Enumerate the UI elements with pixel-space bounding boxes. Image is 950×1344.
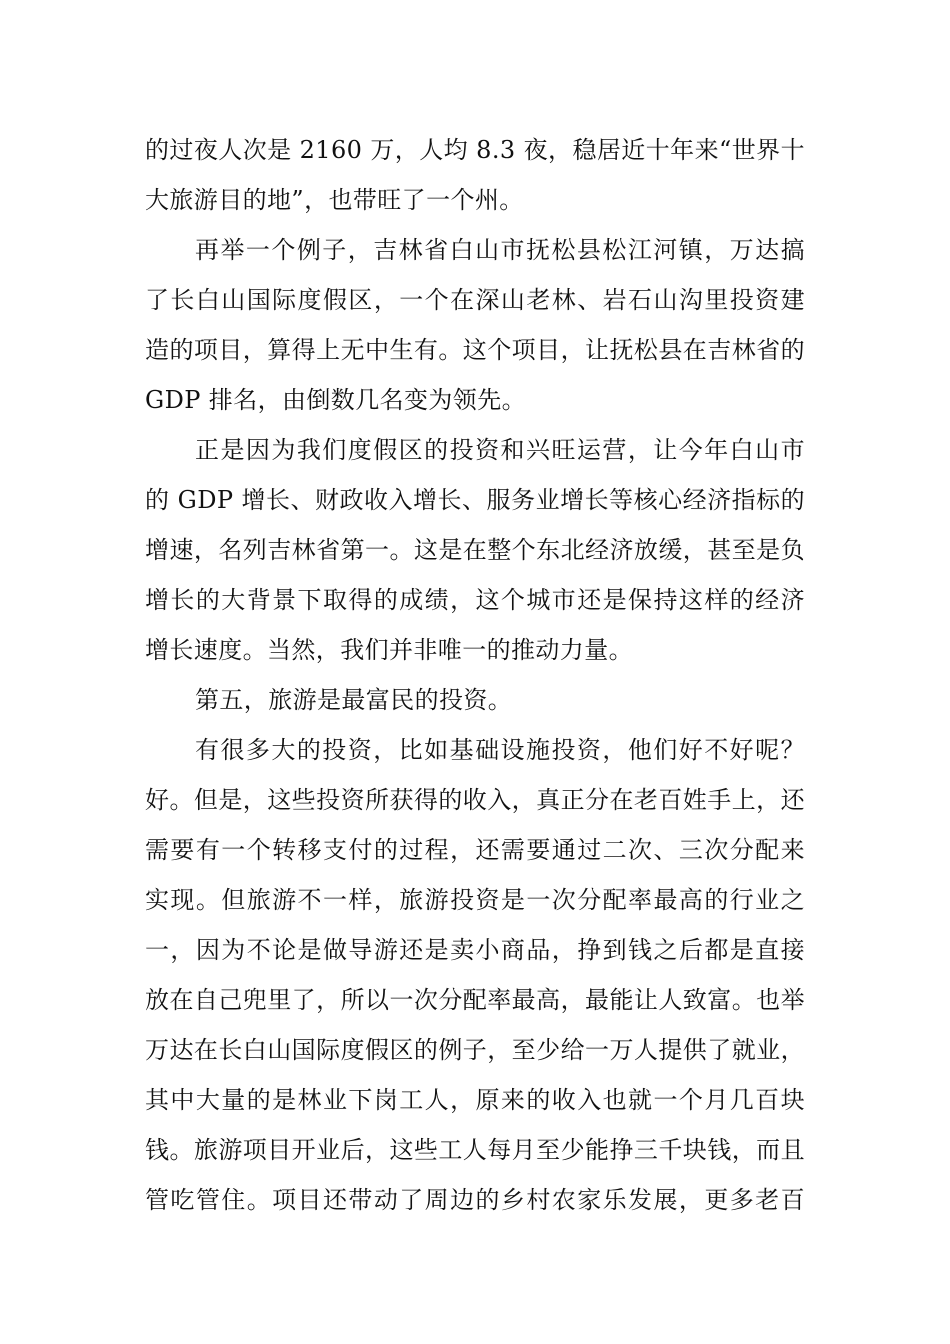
text-line: 钱。旅游项目开业后，这些工人每月至少能挣三千块钱，而且 xyxy=(145,1136,805,1164)
text-line: 增长的大背景下取得的成绩，这个城市还是保持这样的经济 xyxy=(145,586,805,614)
text-line: 了长白山国际度假区，一个在深山老林、岩石山沟里投资建 xyxy=(145,286,805,314)
text-line: 放在自己兜里了，所以一次分配率最高，最能让人致富。也举 xyxy=(145,986,805,1014)
text-line: 好。但是，这些投资所获得的收入，真正分在老百姓手上，还 xyxy=(145,786,805,814)
text-line: 实现。但旅游不一样，旅游投资是一次分配率最高的行业之 xyxy=(145,886,805,914)
text-line: 造的项目，算得上无中生有。这个项目，让抚松县在吉林省的 xyxy=(145,336,805,364)
text-line: 大旅游目的地”，也带旺了一个州。 xyxy=(145,186,524,214)
text-line: 一，因为不论是做导游还是卖小商品，挣到钱之后都是直接 xyxy=(145,936,805,964)
text-line: 的 GDP 增长、财政收入增长、服务业增长等核心经济指标的 xyxy=(145,486,805,514)
text-line: 管吃管住。项目还带动了周边的乡村农家乐发展，更多老百 xyxy=(145,1186,805,1214)
text-line: 万达在长白山国际度假区的例子，至少给一万人提供了就业， xyxy=(145,1036,805,1064)
text-line: 需要有一个转移支付的过程，还需要通过二次、三次分配来 xyxy=(145,836,805,864)
paragraph-first-line: 正是因为我们度假区的投资和兴旺运营，让今年白山市 xyxy=(195,436,805,464)
paragraph-first-line: 再举一个例子，吉林省白山市抚松县松江河镇，万达搞 xyxy=(195,236,805,264)
text-line: 的过夜人次是 2160 万，人均 8.3 夜，稳居近十年来“世界十 xyxy=(145,136,805,164)
section-heading: 第五，旅游是最富民的投资。 xyxy=(195,686,513,714)
text-line: 其中大量的是林业下岗工人，原来的收入也就一个月几百块 xyxy=(145,1086,805,1114)
text-line: GDP 排名，由倒数几名变为领先。 xyxy=(145,386,526,414)
text-line: 增长速度。当然，我们并非唯一的推动力量。 xyxy=(145,636,633,664)
text-line: 增速，名列吉林省第一。这是在整个东北经济放缓，甚至是负 xyxy=(145,536,805,564)
paragraph-first-line: 有很多大的投资，比如基础设施投资，他们好不好呢？ xyxy=(195,736,805,764)
